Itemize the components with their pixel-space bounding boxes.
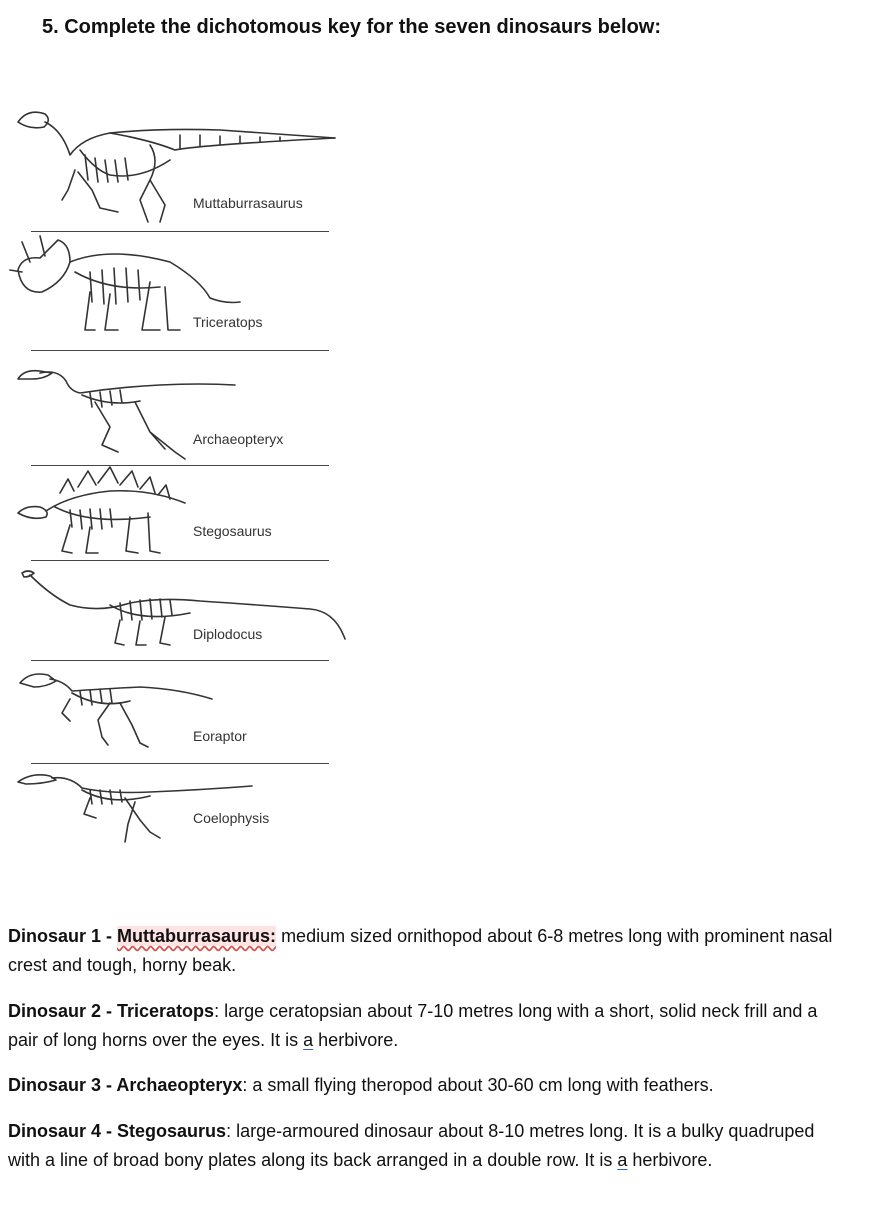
description-dinosaur-2: [8, 997, 848, 1055]
stegosaurus-skeleton-illustration: [0, 465, 350, 560]
description-text: medium sized ornithopod about 6-8 metres long with prominent nasal crest and tough, horny beak.: [8, 926, 833, 975]
dinosaur-muttaburrasaurus: [0, 100, 350, 235]
archaeopteryx-skeleton-illustration: [0, 357, 350, 467]
eoraptor-skeleton-illustration: [0, 665, 350, 755]
diplodocus-skeleton-illustration: [0, 565, 350, 655]
dinosaur-stegosaurus: [0, 465, 350, 563]
question-title: 5. Complete the dichotomous key for the seven dinosaurs below:: [42, 16, 662, 38]
dinosaur-name: Diplodocus: [193, 626, 263, 642]
dinosaur-name: Coelophysis: [193, 810, 270, 826]
description-name-misspelled[interactable]: Muttaburrasaurus:: [117, 926, 277, 946]
triceratops-skeleton-illustration: [0, 232, 350, 342]
description-text: : large-armoured dinosaur about 8-10 metres long. It is a bulky quadruped with a line of broad bony plates along its back arranged in a double row. It is: [8, 1121, 815, 1170]
description-dinosaur-3: [8, 1071, 848, 1100]
description-label: Dinosaur 1 -: [8, 926, 118, 946]
answer-line: [31, 763, 329, 764]
dinosaur-diplodocus: [0, 565, 350, 665]
description-dinosaur-1: [8, 922, 848, 980]
answer-line: [31, 350, 329, 351]
grammar-flagged-article[interactable]: a: [303, 1030, 314, 1050]
dinosaur-name: Stegosaurus: [193, 523, 272, 539]
coelophysis-skeleton-illustration: [0, 768, 350, 853]
dinosaur-name: Archaeopteryx: [193, 431, 284, 447]
answer-line: [31, 560, 329, 561]
dinosaur-triceratops: [0, 232, 350, 354]
description-text: : large ceratopsian about 7-10 metres long with a short, solid neck frill and a pair of long horns over the eyes. It is: [8, 1001, 818, 1050]
dinosaur-coelophysis: [0, 768, 350, 853]
dinosaur-name: Eoraptor: [193, 728, 247, 744]
description-label: Dinosaur 3 - Archaeopteryx: [8, 1075, 243, 1095]
dinosaur-archaeopteryx: [0, 357, 350, 469]
description-label: Dinosaur 4 - Stegosaurus: [8, 1121, 227, 1141]
dinosaur-name: Muttaburrasaurus: [193, 195, 303, 211]
answer-line: [31, 660, 329, 661]
grammar-flagged-article[interactable]: a: [617, 1150, 628, 1170]
description-text-end: herbivore.: [313, 1030, 399, 1050]
dinosaur-eoraptor: [0, 665, 350, 767]
description-dinosaur-4: [8, 1117, 848, 1175]
description-text-end: herbivore.: [627, 1150, 713, 1170]
dinosaur-name: Triceratops: [193, 314, 263, 330]
description-text: : a small flying theropod about 30-60 cm long with feathers.: [242, 1075, 714, 1095]
description-label: Dinosaur 2 - Triceratops: [8, 1001, 215, 1021]
